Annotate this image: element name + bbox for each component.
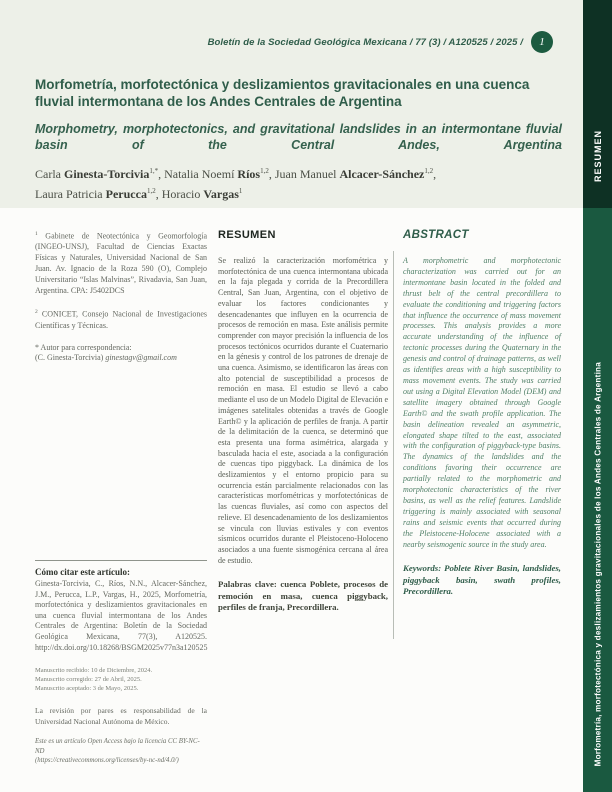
license-note xyxy=(35,737,207,766)
page-number-badge: 1 xyxy=(531,31,553,53)
affiliation-1-marker: 1 xyxy=(35,231,38,237)
resumen-keywords: Palabras clave: cuenca Poblete, procesos de remoción en masa, cuenca piggyback, perfiles de franja, Precordillera. xyxy=(218,579,388,613)
affiliation-2 xyxy=(35,307,207,331)
affiliation-2-text: CONICET, Consejo Nacional de Investigaciones Científicas y Técnicas. xyxy=(35,310,207,330)
sidebar-resumen-label: RESUMEN xyxy=(592,129,603,182)
abstract-heading: ABSTRACT xyxy=(403,229,469,241)
resumen-body: Se realizó la caracterización morfométrica y morfotectónica de una cuenca intermontana ubicada en la faja plegada y corrida de la Precordillera Central, San Juan, Argentina, con el objetivo de evaluar los factores condicionantes y desencadenantes que influyen en la ocurrencia de procesos de remoción en masa. Este análisis permite comprender con mayor precisión la influencia de los procesos tectónicos ocurridos durante el Cuaternario en la génesis y control de los patrones de drenaje de una cuenca. Asimismo, se identificaron las áreas con alto potencial de susceptibilidad a procesos de remoción en masa. El estudio se llevó a cabo mediante el uso de un Modelo Digital de Elevación e imágenes satelitales obtenidas a través de Google Earth© y la aplicación de perfiles de franja. A partir de la delimitación de la cuenca, se determinó que esta presenta una forma asimétrica, alargada y basculada hacia el este, asociada a la configuración de cuencas tipo piggyback. La dinámica de los deslizamientos y el entorno propicio para su ocurrencia están parcialmente relacionados con las características morfométricas y morfotectónicas de las cuencas fluviales, así como con aspectos del relieve. El desencadenamiento de los deslizamientos se vincula con lluvias estivales y con eventos sísmicos ocurridos durante el Pleistoceno-Holoceno asociados a una fuente sismogénica cercana al área de estudio. xyxy=(218,256,388,565)
authors-line: Carla Ginesta-Torcivia$^{1,*}$, Natalia Noemí Ríos$^{1,2}$, Juan Manuel Alcacer-Sánchez$^{1,2}$, Laura Patricia Perucca$^{1,2}$, Horacio Vargas$^1$ xyxy=(35,167,437,201)
citation-section xyxy=(35,560,207,766)
affiliation-1 xyxy=(35,229,207,296)
citation-text xyxy=(35,579,207,653)
date-received: Manuscrito recibido: 10 de Diciembre, 2024. xyxy=(35,667,153,675)
journal-header xyxy=(0,31,553,53)
peer-review-note: La revisión por pares es responsabilidad de la Universidad Nacional Autónoma de México. xyxy=(35,706,207,726)
citation-body: Ginesta-Torcivia, C., Ríos, N.N., Alcacer-Sánchez, J.M., Perucca, L.P., Vargas, H., 2025, Morfometría, morfotectónica y deslizamientos gravitacionales en una cuenca fluvial intermontana de los Andes Centrales de Argentina: Boletín de la Sociedad Geológica Mexicana, 77(3), A120525. xyxy=(35,579,207,641)
abstract-body: A morphometric and morphotectonic characterization was carried out for an intermontane basin located in the folded and thrust belt of the central precordillera to evaluate the conditioning and triggering factors that influence the occurrence of mass movement processes. This analysis provides a more accurate understanding of the influence of tectonic processes during the Quaternary in the genesis and control of drainage patterns, as well as identifies areas with a high susceptibility to mass movement events. The study was carried out using a Digital Elevation Model (DEM) and satellite imagery obtained through Google Earth© and the swath profile application. The basin delineation revealed an asymmetric, elongated shape tilted to the east, associated with the configuration of piggyback-type basins. The dynamics of the landslides and the conditions favoring their occurrence are partially related to the morphometric and morphotectonic characteristics of the river basins, as well as the relief features. Landslide triggering is mainly associated with seasonal rains and seismic events that occurred during the Pleistocene-Holocene associated with a nearby seismogenic source in the study area. xyxy=(403,256,561,549)
corresponding-author xyxy=(35,343,207,365)
sidebar-running-title: Morfometría, morfotectónica y deslizamientos gravitacionales de los Andes Centrales de Argentina xyxy=(593,361,602,766)
doi-link[interactable]: http://dx.doi.org/10.18268/BSGM2025v77n3a120525 xyxy=(35,642,208,652)
resumen-column xyxy=(218,229,388,614)
corresponding-label: Autor para correspondencia: xyxy=(39,342,132,352)
sidebar-running-title-band xyxy=(583,208,612,792)
license-text: Este es un artículo Open Access bajo la licencia CC BY-NC-ND xyxy=(35,738,200,755)
article-title-en: Morphometry, morphotectonics, and gravitational landslides in an intermontane fluvial basin of the Central Andes, Argentina xyxy=(35,122,562,152)
resumen-heading: RESUMEN xyxy=(218,229,276,241)
column-divider xyxy=(393,251,394,639)
abstract-keywords: Keywords: Poblete River Basin, landslides, piggyback basin, swath profiles, Precordillera. xyxy=(403,563,561,597)
sidebar-resumen-tab xyxy=(583,0,612,208)
date-corrected: Manuscrito corregido: 27 de Abril, 2025. xyxy=(35,676,142,684)
citation-heading: Cómo citar este artículo: xyxy=(35,567,131,577)
left-sidebar-column xyxy=(35,229,207,375)
journal-line: Boletín de la Sociedad Geológica Mexicana / 77 (3) / A120525 / 2025 / xyxy=(207,36,523,48)
corresponding-marker: * xyxy=(35,342,39,352)
article-title-es: Morfometría, morfotectónica y deslizamientos gravitacionales en una cuenca fluvial intermontana de los Andes Centrales de Argentina xyxy=(35,77,530,109)
date-accepted: Manuscrito aceptado: 3 de Mayo, 2025. xyxy=(35,685,139,693)
abstract-column xyxy=(403,229,561,598)
manuscript-dates xyxy=(35,666,207,693)
email-link[interactable]: ginestagv@gmail.com xyxy=(105,353,177,363)
corresponding-name: (C. Ginesta-Torcivia) xyxy=(35,353,106,363)
affiliation-1-text: Gabinete de Neotectónica y Geomorfología (INGEO-UNSJ), Facultad de Ciencias Exactas Físicas y Naturales, Universidad Nacional de San Juan. Av. Ignacio de la Roza 590 (O), Complejo Universitario “Islas Malvinas”, Rivadavia, San Juan, Argentina. CPA: J5402DCS xyxy=(35,231,207,295)
affiliation-2-marker: 2 xyxy=(35,309,38,316)
license-url-link[interactable]: (https://creativecommons.org/licenses/by-nc-nd/4.0/) xyxy=(35,757,179,765)
